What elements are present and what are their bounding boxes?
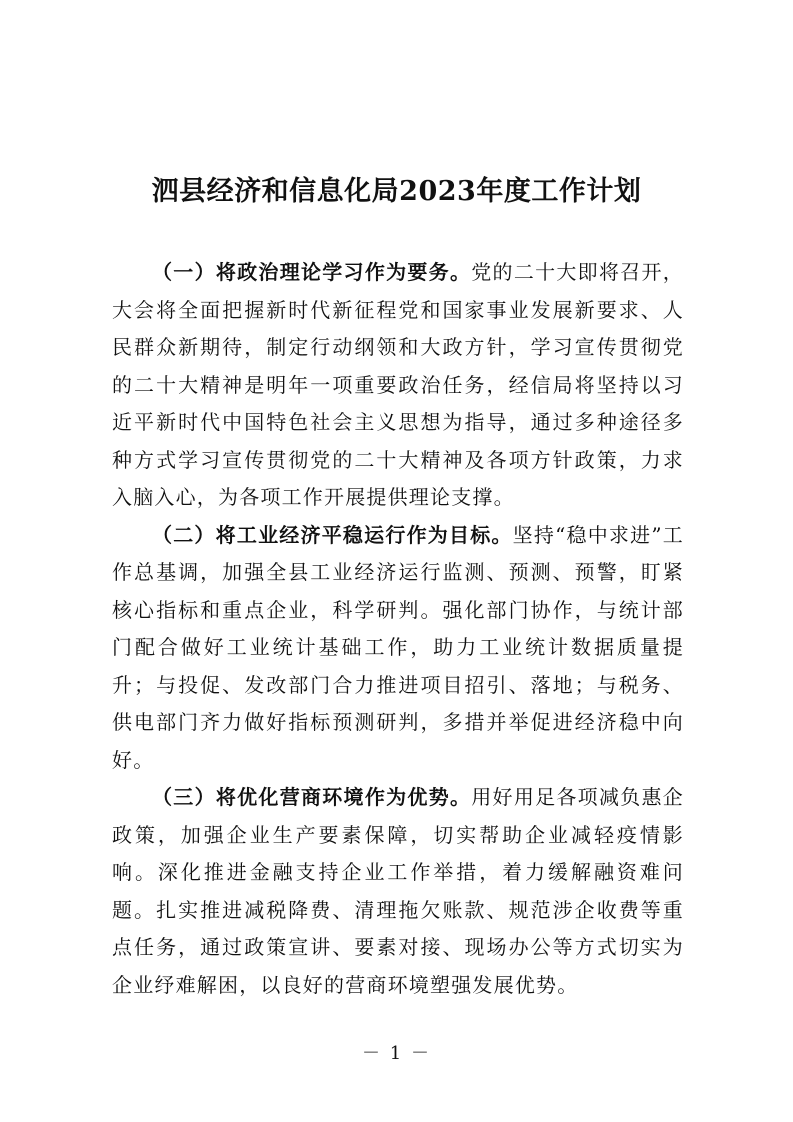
paragraph-1-heading: （一）将政治理论学习作为要务。 bbox=[152, 260, 472, 284]
paragraph-1-body: 党的二十大即将召开，大会将全面把握新时代新征程党和国家事业发展新要求、人民群众新期待，制定行动纲领和大政方针，学习宣传贯彻党的二十大精神是明年一项重要政治任务，经信局将坚持以习近平新时代中国特色社会主义思想为指导，通过多种途径多种方式学习宣传贯彻党的二十大精神及各项方针政策，力求入脑入心，为各项工作开展提供理论支撑。 bbox=[112, 260, 684, 509]
document-title: 泗县经济和信息化局2023年度工作计划 bbox=[151, 176, 642, 207]
page-number: － 1 － bbox=[362, 1043, 431, 1064]
paragraph-1 bbox=[112, 254, 684, 517]
document-body bbox=[112, 254, 684, 1004]
paragraph-2 bbox=[112, 517, 684, 780]
paragraph-3-heading: （三）将优化营商环境作为优势。 bbox=[152, 785, 472, 809]
paragraph-2-heading: （二）将工业经济平稳运行作为目标。 bbox=[152, 522, 513, 547]
paragraph-2-body: 坚持“稳中求进”工作总基调，加强全县工业经济运行监测、预测、预警，盯紧核心指标和重点企业，科学研判。强化部门协作，与统计部门配合做好工业统计基础工作，助力工业统计数据质量提升；与投促、发改部门合力推进项目招引、落地；与税务、供电部门齐力做好指标预测研判，多措并举促进经济稳中向好。 bbox=[112, 522, 684, 772]
paragraph-3 bbox=[112, 779, 684, 1004]
paragraph-3-body: 用好用足各项减负惠企政策，加强企业生产要素保障，切实帮助企业减轻疫情影响。深化推进金融支持企业工作举措，着力缓解融资难问题。扎实推进减税降费、清理拖欠账款、规范涉企收费等重点任务，通过政策宣讲、要素对接、现场办公等方式切实为企业纾难解困，以良好的营商环境塑强发展优势。 bbox=[112, 785, 684, 997]
